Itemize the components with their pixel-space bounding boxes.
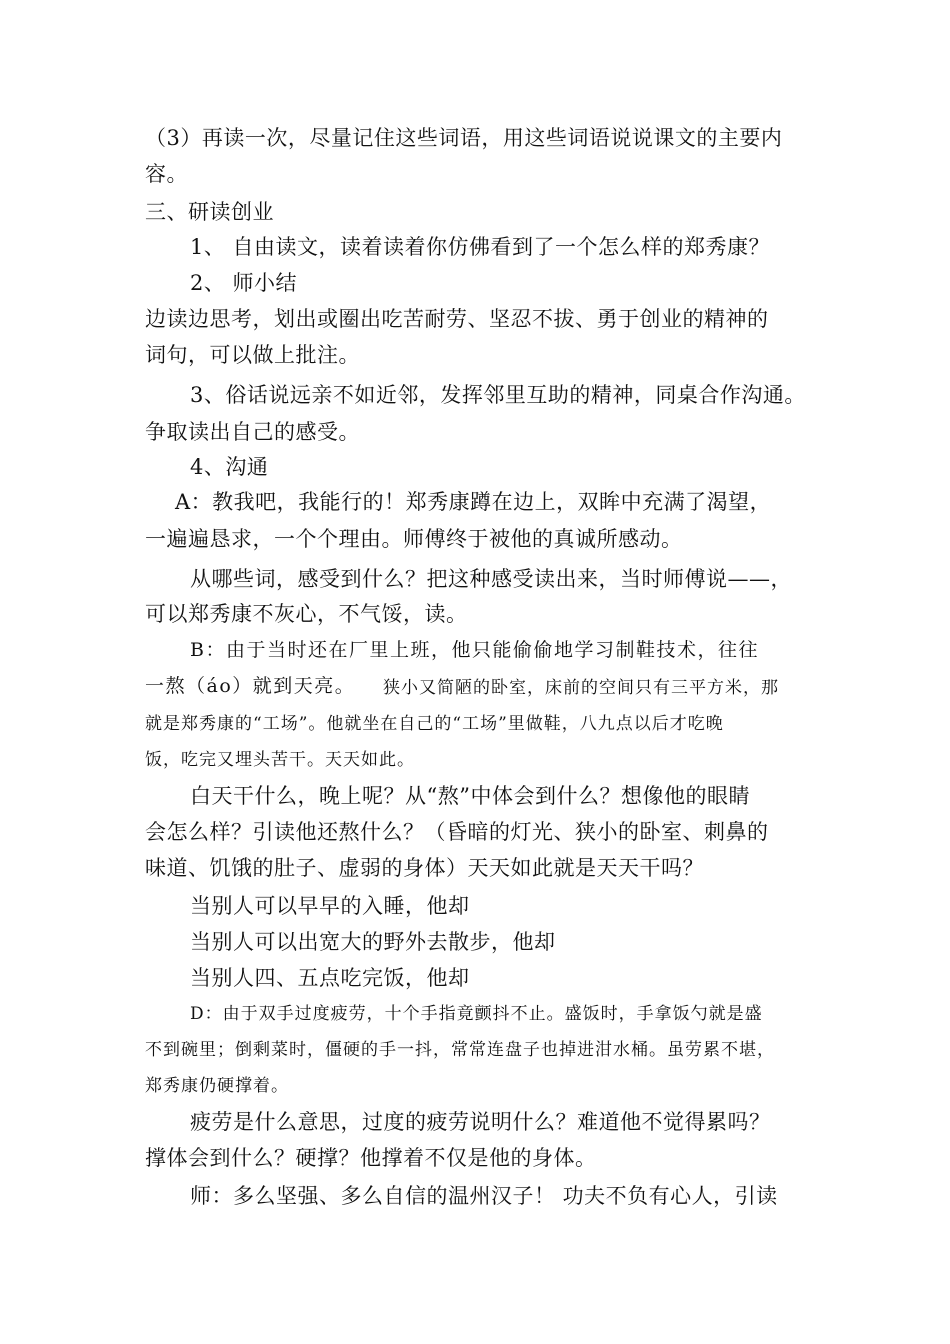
text-line: 词句，可以做上批注。 [145,343,360,367]
text-line: 撑体会到什么？硬撑？他撑着不仅是他的身体。 [145,1146,597,1170]
text-line: 边读边思考，划出或圈出吃苦耐劳、坚忍不拔、勇于创业的精神的 [145,307,769,331]
section-heading: 三、研读创业 [145,200,274,224]
text-line: 当别人四、五点吃完饭，他却 [190,966,470,990]
text-line: 当别人可以早早的入睡，他却 [190,894,470,918]
text-line: 一遍遍恳求，一个个理由。师傅终于被他的真诚所感动。 [145,527,683,551]
text-line: 味道、饥饿的肚子、虚弱的身体）天天如此就是天天干吗？ [145,856,704,880]
numbered-item: 2、 师小结 [190,271,298,295]
text-line: 师：多么坚强、多么自信的温州汉子！ 功夫不负有心人，引读 [190,1184,778,1208]
text-line: 疲劳是什么意思，过度的疲劳说明什么？难道他不觉得累吗？ [190,1110,771,1134]
text-line: 会怎么样？引读他还熬什么？（昏暗的灯光、狭小的卧室、刺鼻的 [145,820,769,844]
text-line: B：由于当时还在厂里上班，他只能偷偷地学习制鞋技术，往往 [190,639,759,661]
text-line: 饭，吃完又埋头苦干。天天如此。 [145,750,415,770]
text-line: 白天干什么，晚上呢？从“熬”中体会到什么？想像他的眼睛 [190,784,750,808]
text-line: 当别人可以出宽大的野外去散步，他却 [190,930,556,954]
text-line: 就是郑秀康的“工场”。他就坐在自己的“工场”里做鞋，八九点以后才吃晚 [145,714,724,734]
numbered-item: 4、沟通 [190,455,269,479]
text-line: A：教我吧，我能行的！郑秀康蹲在边上，双眸中充满了渴望， [175,490,772,514]
text-line: （3）再读一次，尽量记住这些词语，用这些词语说说课文的主要内 [145,126,783,150]
text-line: D：由于双手过度疲劳，十个手指竟颤抖不止。盛饭时，手拿饭勺就是盛 [190,1004,763,1024]
text-line: 狭小又简陋的卧室，床前的空间只有三平方米，那 [383,678,779,698]
text-line: 争取读出自己的感受。 [145,420,360,444]
numbered-item: 3、俗话说远亲不如近邻，发挥邻里互助的精神，同桌合作沟通。 [190,383,806,407]
text-line: 一熬（áo）就到天亮。 [145,675,356,697]
text-line: 容。 [145,162,188,186]
text-line: 可以郑秀康不灰心，不气馁，读。 [145,602,468,626]
numbered-item: 1、 自由读文，读着读着你仿佛看到了一个怎么样的郑秀康？ [190,235,771,259]
text-line: 不到碗里；倒剩菜时，僵硬的手一抖，常常连盘子也掉进泔水桶。虽劳累不堪， [145,1040,775,1060]
text-line: 郑秀康仍硬撑着。 [145,1076,289,1096]
text-line: 从哪些词，感受到什么？把这种感受读出来，当时师傅说——， [190,567,792,591]
